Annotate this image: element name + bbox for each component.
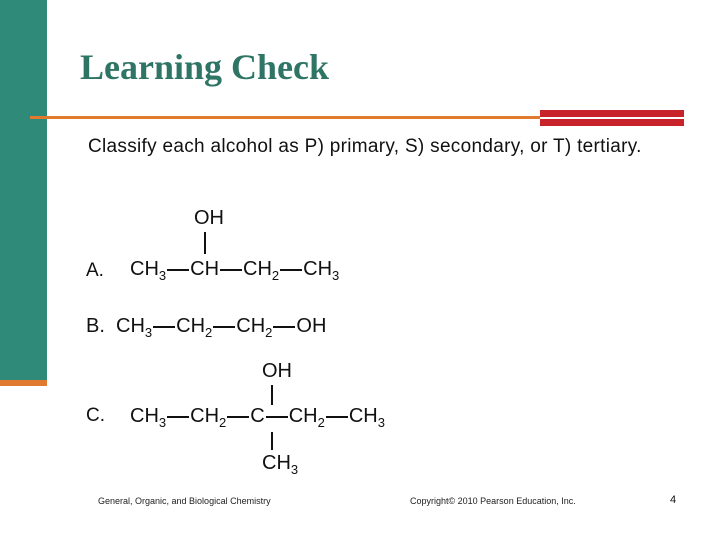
item-a-oh: OH (194, 207, 224, 229)
question-text: Classify each alcohol as P) primary, S) secondary, or T) tertiary. (88, 136, 642, 157)
item-a-oh-bond (204, 232, 206, 254)
left-accent-bar (0, 0, 47, 384)
slide-title: Learning Check (80, 47, 330, 87)
item-c-ch3-bond (271, 432, 273, 450)
item-c-ch3-bottom: $CH_3$ (262, 452, 299, 477)
item-b-formula: B. $CH_3$ $CH_2$ $CH_2$ OH (86, 315, 327, 340)
item-a-formula: $CH_3$ CH $CH_2$ $CH_3$ (130, 258, 340, 283)
footer-copyright: Copyright© 2010 Pearson Education, Inc. (410, 496, 576, 506)
footer-course: General, Organic, and Biological Chemistry (98, 496, 271, 506)
item-c-oh-bond (271, 385, 273, 405)
title-accent-line (540, 117, 684, 119)
item-c-oh: OH (262, 360, 292, 382)
left-accent-bar-edge (0, 380, 47, 386)
item-a-label: A. (86, 260, 104, 281)
title-underline (30, 116, 540, 119)
item-c-formula: $CH_3$ $CH_2$ C $CH_2$ $CH_3$ (130, 405, 385, 430)
item-c-label: C. (86, 405, 105, 426)
page-number: 4 (670, 494, 677, 506)
